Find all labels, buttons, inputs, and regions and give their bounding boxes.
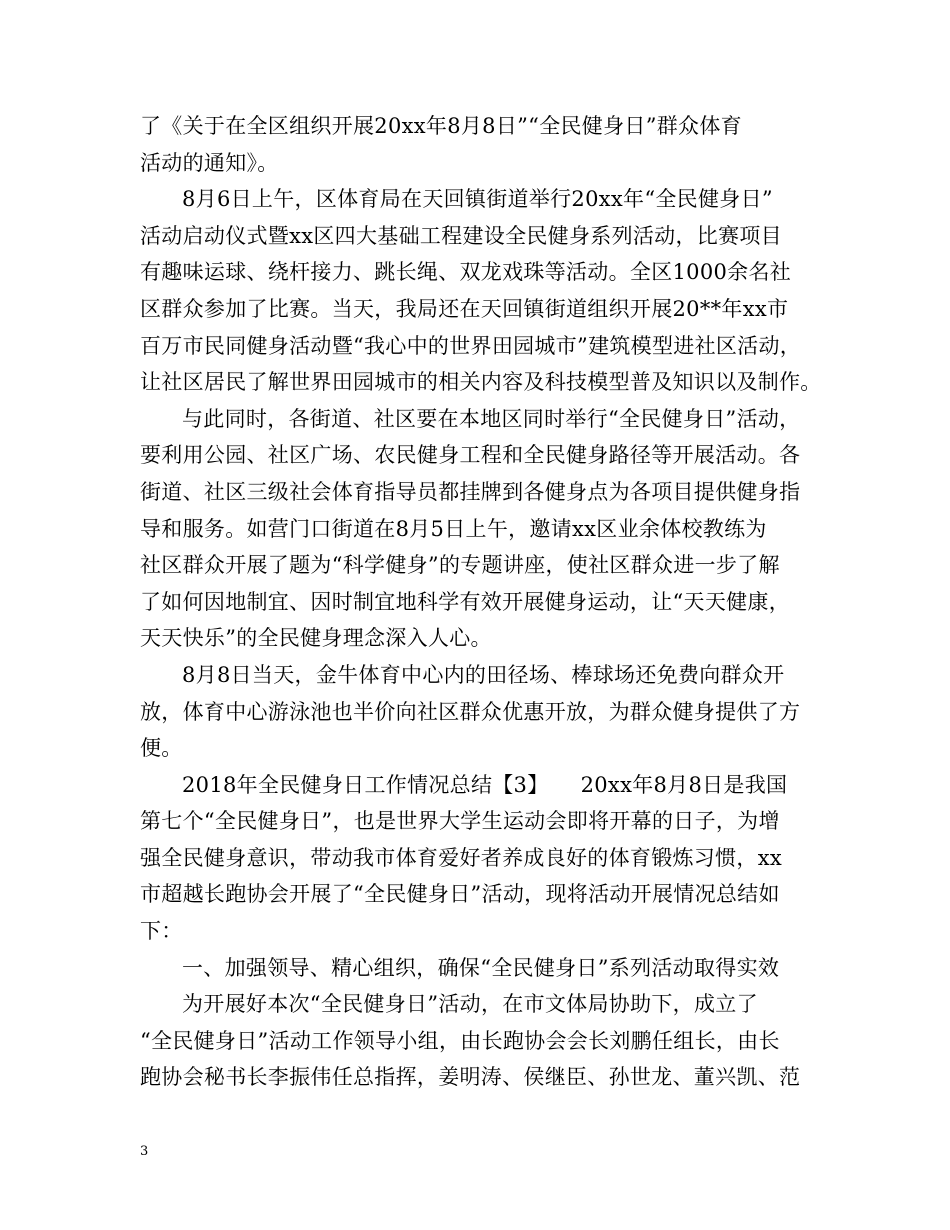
text-line: 为开展好本次“全民健身日”活动，在市文体局协助下，成立了 (182, 992, 758, 1017)
text-line: 社区群众开展了题为“科学健身”的专题讲座，使社区群众进一步了解 (140, 553, 780, 578)
text-line: 让社区居民了解世界田园城市的相关内容及科技模型普及知识以及制作。 (140, 370, 822, 395)
text-line: 一、加强领导、精心组织，确保“全民健身日”系列活动取得实效 (182, 955, 780, 980)
text-line: 市超越长跑协会开展了“全民健身日”活动，现将活动开展情况总结如 (140, 882, 780, 907)
body-text (140, 108, 830, 1096)
text-line: 有趣味运球、绕杆接力、跳长绳、双龙戏珠等活动。全区1000余名社 (140, 260, 792, 285)
text-line: 强全民健身意识，带动我市体育爱好者养成良好的体育锻炼习惯，xx (140, 845, 782, 870)
page-number: 3 (140, 1144, 149, 1159)
text-line: 下： (140, 919, 183, 944)
text-line: 放，体育中心游泳池也半价向社区群众优惠开放，为群众健身提供了方 (140, 699, 801, 724)
text-line: 活动启动仪式暨xx区四大基础工程建设全民健身系列活动，比赛项目 (140, 223, 782, 248)
text-line: 了《关于在全区组织开展20xx年8月8日”“全民健身日”群众体育 (140, 114, 742, 138)
text-line: 跑协会秘书长李振伟任总指挥，姜明涛、侯继臣、孙世龙、董兴凯、范 (140, 1065, 801, 1090)
text-line: “全民健身日”活动工作领导小组，由长跑协会会长刘鹏任组长，由长 (140, 1028, 780, 1053)
text-line: 活动的通知》。 (140, 150, 279, 175)
text-line: 与此同时，各街道、社区要在本地区同时举行“全民健身日”活动， (182, 406, 801, 431)
text-line: 了如何因地制宜、因时制宜地科学有效开展健身运动，让“天天健康， (140, 589, 791, 614)
text-line: 导和服务。如营门口街道在8月5日上午，邀请xx区业余体校教练为 (140, 516, 767, 541)
text-line: 要利用公园、社区广场、农民健身工程和全民健身路径等开展活动。各 (140, 443, 801, 468)
text-line: 区群众参加了比赛。当天，我局还在天回镇街道组织开展20**年xx市 (140, 296, 789, 321)
text-line: 8月8日当天，金牛体育中心内的田径场、棒球场还免费向群众开 (182, 662, 785, 687)
text-line: 8月6日上午，区体育局在天回镇街道举行20xx年“全民健身日” (182, 187, 773, 212)
text-line: 百万市民同健身活动暨“我心中的世界田园城市”建筑模型进社区活动， (140, 333, 802, 358)
text-line: 天天快乐”的全民健身理念深入人心。 (140, 626, 492, 651)
text-line: 便。 (140, 736, 183, 761)
text-line: 第七个“全民健身日”，也是世界大学生运动会即将开幕的日子，为增 (140, 809, 780, 834)
text-line: 街道、社区三级社会体育指导员都挂牌到各健身点为各项目提供健身指 (140, 479, 801, 504)
text-line: 2018年全民健身日工作情况总结【3】 20xx年8月8日是我国 (182, 772, 788, 797)
